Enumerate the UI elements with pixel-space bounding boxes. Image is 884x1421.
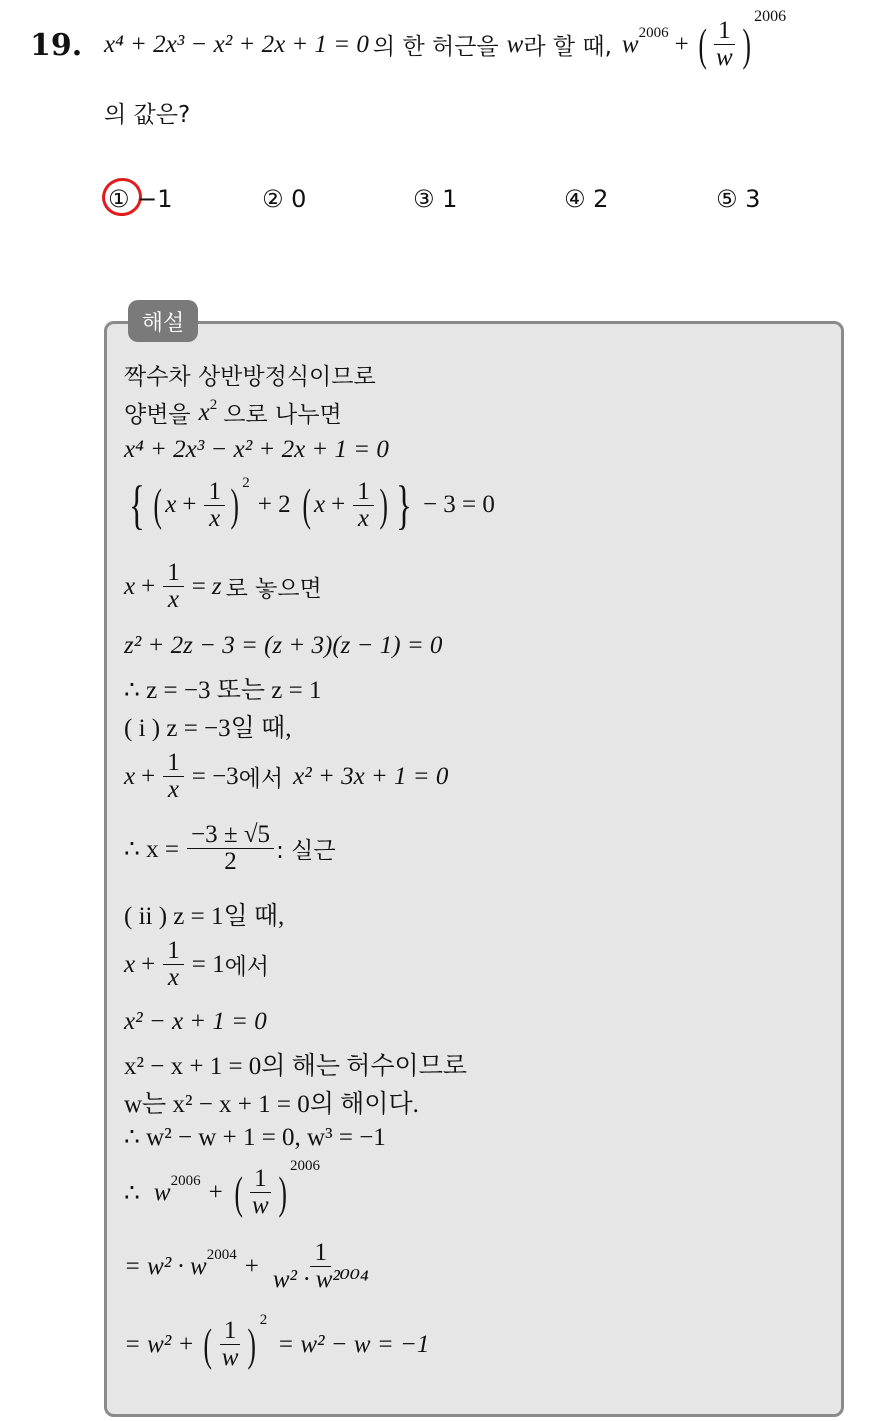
outer-exponent: 2006 xyxy=(754,7,787,25)
left-paren: ( xyxy=(698,18,707,70)
plus-sign: + xyxy=(141,762,156,790)
question-var: w xyxy=(506,30,524,58)
var-x: x xyxy=(165,491,177,518)
solution-line-2 xyxy=(124,396,342,429)
fraction-numerator: 1 xyxy=(204,479,225,506)
exponent-2006: 2006 xyxy=(170,1173,201,1189)
choice-2-value: 0 xyxy=(291,185,307,213)
choice-3-value: 1 xyxy=(442,185,458,213)
solution-tag: 해설 xyxy=(128,300,198,342)
x-squared: $x^2$ xyxy=(198,396,218,426)
solution-line-16: ∴ w² − w + 1 = 0, w³ = −1 xyxy=(124,1124,386,1151)
plus-sign: + xyxy=(208,1178,223,1206)
solution-line-15: w는 x² − x + 1 = 0의 해이다. xyxy=(124,1091,419,1118)
equals-sign: = xyxy=(191,572,206,600)
question-text-2: 라 할 때, xyxy=(523,34,612,60)
question-number: 19. xyxy=(30,28,83,63)
solution-line-1: 짝수차 상반방정식이므로 xyxy=(124,364,376,390)
solution-line-2-text-b: 으로 나누면 xyxy=(223,402,342,428)
solution-line-17 xyxy=(124,1158,321,1219)
left-brace: { xyxy=(129,475,145,535)
question-line-1 xyxy=(104,7,787,71)
question-equation: x⁴ + 2x³ − x² + 2x + 1 = 0 xyxy=(104,30,369,58)
question-line-2: 의 값은? xyxy=(104,102,191,128)
solution-line-10 xyxy=(124,822,336,875)
solution-line-9 xyxy=(124,750,448,803)
choice-5-value: 3 xyxy=(745,185,761,213)
solution-line-9-eq: = −3 xyxy=(191,762,239,790)
solution-line-19-a: = w² + xyxy=(124,1330,195,1358)
choice-4[interactable] xyxy=(564,185,608,213)
fraction-numerator: 1 xyxy=(310,1240,331,1267)
solution-line-12-eq: = 1 xyxy=(191,950,225,978)
plus-sign: + xyxy=(331,491,346,518)
plus-sign: + xyxy=(141,572,156,600)
solution-line-9-tail: x² + 3x + 1 = 0 xyxy=(293,762,449,790)
fraction-numerator: 1 xyxy=(250,1166,271,1193)
var-x: x xyxy=(313,491,326,518)
fraction-1-over-w xyxy=(218,1318,243,1371)
fraction-numerator: 1 xyxy=(353,479,374,506)
fraction-numerator: 1 xyxy=(220,1318,241,1345)
expr-exponent: 2006 xyxy=(638,25,669,41)
paren-close-1: ) xyxy=(230,479,239,530)
fraction-denominator: x xyxy=(167,776,180,803)
paren-open: ( xyxy=(234,1166,243,1218)
fraction-1-over-w xyxy=(248,1166,273,1219)
solution-line-18-a: = w² · w xyxy=(124,1252,207,1280)
solution-line-18 xyxy=(124,1240,375,1293)
fraction-numerator: 1 xyxy=(163,560,184,587)
choice-5-mark: ⑤ xyxy=(716,185,738,213)
solution-line-6: z² + 2z − 3 = (z + 3)(z − 1) = 0 xyxy=(124,632,443,659)
solution-line-10-prefix: ∴ x = xyxy=(124,835,180,863)
fraction-denominator: w² · w²⁰⁰⁴ xyxy=(272,1266,369,1293)
solution-line-9-text: 에서 xyxy=(238,766,284,792)
square-exponent: 2 xyxy=(259,1312,268,1328)
therefore-sign: ∴ xyxy=(124,1179,140,1207)
plus-sign: + xyxy=(141,950,156,978)
var-x: x xyxy=(124,950,136,978)
fraction-denominator: w xyxy=(221,1344,239,1371)
choice-1-mark: ① xyxy=(108,185,130,213)
fraction-denominator: x xyxy=(167,586,180,613)
paren-close: ) xyxy=(247,1318,257,1370)
choice-2-mark: ② xyxy=(262,185,284,213)
plus-sign: + xyxy=(674,30,689,58)
plus-sign: + xyxy=(182,491,197,518)
root-fraction xyxy=(187,822,274,875)
paren-open-1: ( xyxy=(153,479,162,530)
fraction-1-over-x xyxy=(353,479,374,532)
root-fraction-denominator: 2 xyxy=(224,848,237,875)
solution-line-5 xyxy=(124,560,322,613)
solution-line-10-text: : 실근 xyxy=(276,838,336,864)
solution-line-3: x⁴ + 2x³ − x² + 2x + 1 = 0 xyxy=(124,436,389,463)
fraction-reciprocal xyxy=(269,1240,373,1293)
var-x: x xyxy=(124,762,136,790)
right-paren: ) xyxy=(742,18,751,70)
fraction-1-over-x xyxy=(204,479,225,532)
solution-line-5-text: 로 놓으면 xyxy=(225,576,322,602)
choice-2[interactable] xyxy=(262,185,306,213)
paren-open-2: ( xyxy=(302,479,311,530)
solution-line-4 xyxy=(124,474,495,535)
choice-5[interactable] xyxy=(716,185,760,213)
fraction-1-over-x xyxy=(163,560,184,613)
solution-line-11: ( ii ) z = 1일 때, xyxy=(124,903,285,930)
solution-line-7: ∴ z = −3 또는 z = 1 xyxy=(124,677,322,704)
solution-line-2-text-a: 양변을 xyxy=(124,402,191,428)
solution-line-14: x² − x + 1 = 0의 해는 허수이므로 xyxy=(124,1053,467,1080)
solution-line-19 xyxy=(124,1312,430,1371)
solution-line-12 xyxy=(124,938,269,991)
fraction-1-over-x xyxy=(163,750,184,803)
solution-line-4-tail: − 3 = 0 xyxy=(422,491,495,518)
choice-4-value: 2 xyxy=(593,185,609,213)
choice-3-mark: ③ xyxy=(413,185,435,213)
choice-4-mark: ④ xyxy=(564,185,586,213)
plus-sign: + xyxy=(244,1252,259,1280)
fraction-1-over-x xyxy=(163,938,184,991)
solution-line-19-b: = w² − w = −1 xyxy=(277,1330,430,1358)
fraction-numerator: 1 xyxy=(163,938,184,965)
solution-line-18-exponent: 2004 xyxy=(206,1247,237,1263)
question-text-1: 의 한 허근을 xyxy=(372,34,499,60)
var-w: w xyxy=(153,1178,171,1206)
paren-close: ) xyxy=(278,1166,287,1218)
fraction-denominator: x xyxy=(357,504,369,532)
solution-line-13: x² − x + 1 = 0 xyxy=(124,1008,267,1035)
fraction-numerator: 1 xyxy=(163,750,184,777)
fraction-denominator: x xyxy=(167,964,180,991)
outer-exponent-2006: 2006 xyxy=(290,1158,321,1174)
choice-1[interactable] xyxy=(108,185,173,213)
plus-sign: + 2 xyxy=(257,491,291,518)
square-exponent: 2 xyxy=(242,474,250,491)
choice-1-value: −1 xyxy=(137,185,173,213)
fraction-denominator: x xyxy=(209,504,221,532)
expr-base: w xyxy=(621,30,639,58)
right-brace: } xyxy=(396,475,412,535)
root-fraction-numerator: −3 ± √5 xyxy=(187,822,274,849)
solution-line-8: ( i ) z = −3일 때, xyxy=(124,715,292,742)
var-z: z xyxy=(211,572,222,600)
fraction-denominator: w xyxy=(252,1192,269,1219)
paren-open: ( xyxy=(203,1318,213,1370)
choice-3[interactable] xyxy=(413,185,457,213)
fraction-1-over-w xyxy=(712,18,737,71)
paren-close-2: ) xyxy=(379,479,388,530)
fraction-numerator: 1 xyxy=(714,18,735,45)
solution-line-12-text: 에서 xyxy=(224,954,270,980)
fraction-denominator: w xyxy=(716,44,733,71)
var-x: x xyxy=(124,572,136,600)
